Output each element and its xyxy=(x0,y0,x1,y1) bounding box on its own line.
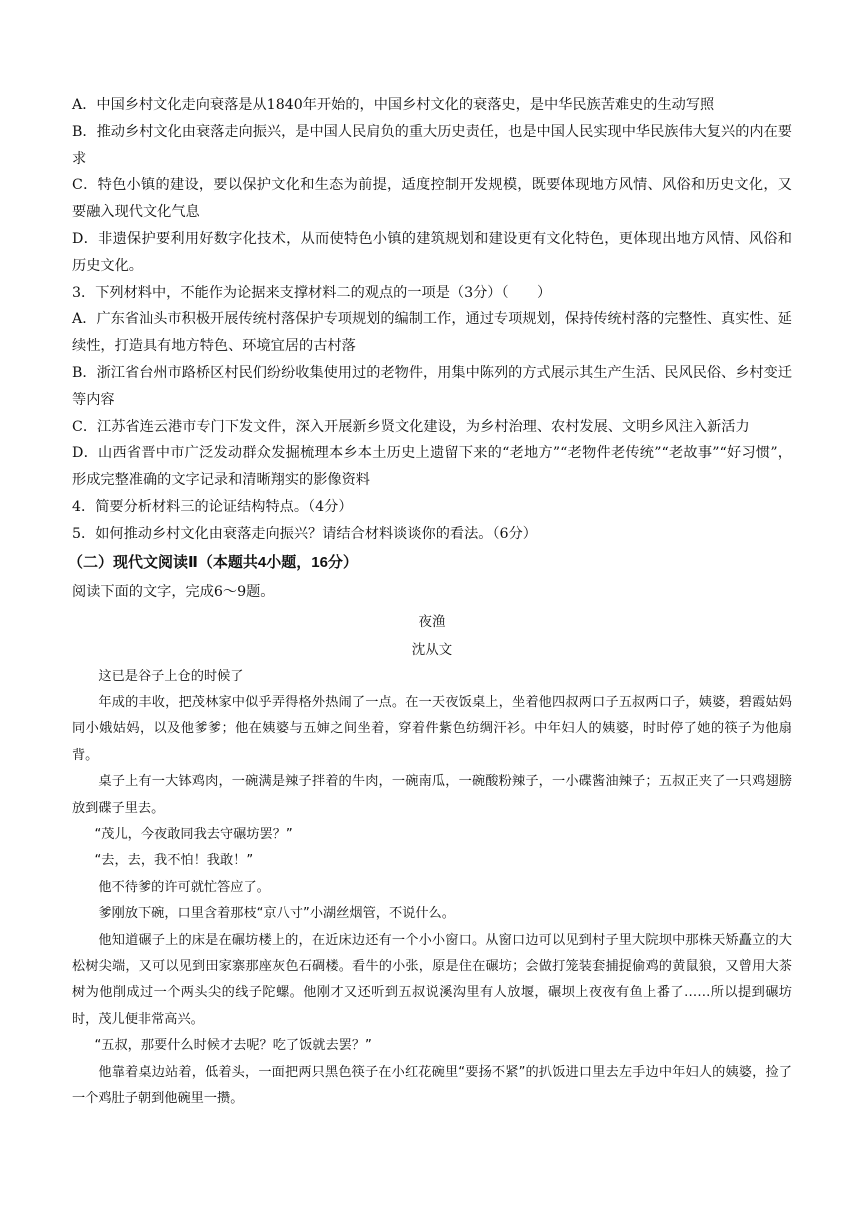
section-heading: （二）现代文阅读Ⅱ（本题共4小题，16分） xyxy=(68,553,358,571)
q2-option-b: B．推动乡村文化由衰落走向振兴，是中国人民肩负的重大历史责任，也是中国人民实现中华民族伟大复兴的内在要求 xyxy=(72,123,792,167)
q3-option-d: D．山西省晋中市广泛发动群众发掘梳理本乡本土历史上遗留下来的“老地方”“老物件老传统”“老故事”“好习惯”，形成完整准确的文字记录和清晰翔实的影像资料 xyxy=(72,445,792,489)
story-paragraph: 年成的丰收，把茂林家中似乎弄得格外热闹了一点。在一天夜饭桌上，坐着他四叔两口子五叔两口子，姨婆，碧霞姑妈同小娥姑妈，以及他爹爹；他在姨婆与五婶之间坐着，穿着件紫色纺绸汗衫。中年妇人的姨婆，时时停了她的筷子为他扇背。 xyxy=(72,694,792,763)
q2-option-d: D．非遗保护要利用好数字化技术，从而使特色小镇的建筑规划和建设更有文化特色，更体现出地方风情、风俗和历史文化。 xyxy=(72,230,792,274)
story-paragraph: 这已是谷子上仓的时候了 xyxy=(98,668,244,684)
story-paragraph: 他靠着桌边站着，低着头，一面把两只黑色筷子在小红花碗里“要扬不紧”的扒饭进口里去左手边中年妇人的姨婆，捡了一个鸡肚子朝到他碗里一攒。 xyxy=(72,1064,792,1107)
section-instruction: 阅读下面的文字，完成6～9题。 xyxy=(72,583,275,600)
q2-option-a: A．中国乡村文化走向衰落是从1840年开始的，中国乡村文化的衰落史，是中华民族苦难史的生动写照 xyxy=(72,97,715,113)
story-dialogue: “去，去，我不怕！我敢！” xyxy=(94,853,254,869)
q4-stem: 4．简要分析材料三的论证结构特点。（4分） xyxy=(72,498,353,515)
q5-stem: 5．如何推动乡村文化由衰落走向振兴？请结合材料谈谈你的看法。（6分） xyxy=(72,525,537,542)
q2-option-c: C．特色小镇的建设，要以保护文化和生态为前提，适度控制开发规模，既要体现地方风情、风俗和历史文化，又要融入现代文化气息 xyxy=(72,177,792,221)
story-paragraph: 他知道碾子上的床是在碾坊楼上的，在近床边还有一个小小窗口。从窗口边可以见到村子里大院坝中那株天矫矗立的大松树尖端，又可以见到田家寨那座灰色石碉楼。看牛的小张，原是住在碾坊；会做打笼装套捕捉偷鸡的黄鼠狼，又曾用大茶树为他削成过一个两头尖的线子陀螺。他刚才又还听到五叔说溪沟里有人放堰，碾坝上夜夜有鱼上番了……所以提到碾坊时，茂儿便非常高兴。 xyxy=(72,932,792,1027)
story-paragraph: 他不待爹的许可就忙答应了。 xyxy=(98,879,270,895)
q3-stem: 3．下列材料中，不能作为论据来支撑材料二的观点的一项是（3分）（ ） xyxy=(72,284,552,301)
story-title: 夜渔 xyxy=(418,613,446,630)
story-paragraph: 桌子上有一大钵鸡肉，一碗满是辣子拌着的牛肉，一碗南瓜，一碗酸粉辣子，一小碟酱油辣子；五叔正夹了一只鸡翅膀放到碟子里去。 xyxy=(72,774,792,816)
story-paragraph: 爹刚放下碗，口里含着那枝“京八寸”小湖丝烟管，不说什么。 xyxy=(98,906,455,922)
story-dialogue: “五叔，那要什么时候才去呢？吃了饭就去罢？” xyxy=(94,1038,372,1054)
story-dialogue: “茂儿，今夜敢同我去守碾坊罢？” xyxy=(94,826,293,842)
q3-option-c: C．江苏省连云港市专门下发文件，深入开展新乡贤文化建设，为乡村治理、农村发展、文明乡风注入新活力 xyxy=(72,418,750,435)
q3-option-b: B．浙江省台州市路桥区村民们纷纷收集使用过的老物件，用集中陈列的方式展示其生产生活、民风民俗、乡村变迁等内容 xyxy=(72,364,792,408)
q3-option-a: A．广东省汕头市积极开展传统村落保护专项规划的编制工作，通过专项规划，保持传统村落的完整性、真实性、延续性，打造具有地方特色、环境宜居的古村落 xyxy=(72,311,792,355)
story-author: 沈从文 xyxy=(411,641,453,658)
